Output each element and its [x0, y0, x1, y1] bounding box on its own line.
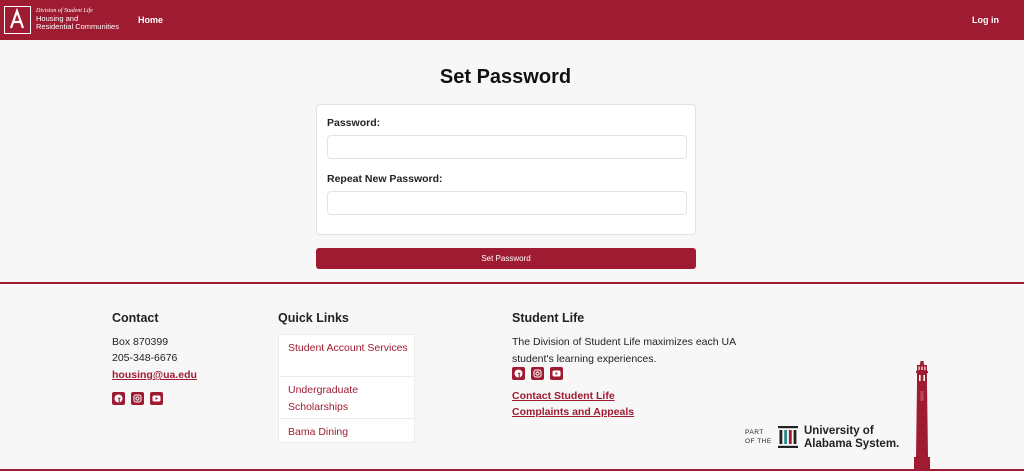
part-of-the-label [745, 428, 772, 446]
brand-line-2: Residential Communities [36, 22, 119, 31]
nav-login-link[interactable]: Log in [972, 15, 999, 25]
facebook-icon[interactable] [512, 367, 525, 380]
password-form-card [316, 104, 696, 235]
complaints-appeals-link[interactable]: Complaints and Appeals [512, 406, 635, 418]
repeat-password-label: Repeat New Password: [327, 173, 443, 185]
student-life-heading: Student Life [512, 311, 585, 325]
page-title: Set Password [439, 66, 572, 88]
youtube-icon[interactable] [150, 392, 163, 405]
university-logo-icon[interactable] [4, 6, 31, 34]
brand-text[interactable] [36, 7, 119, 31]
instagram-icon[interactable] [131, 392, 144, 405]
quick-link-student-account-services[interactable]: Student Account Services [288, 342, 408, 354]
quick-link-undergraduate-scholarships[interactable]: Undergraduate Scholarships [288, 384, 359, 413]
top-navbar [0, 0, 1024, 40]
contact-email-link[interactable]: housing@ua.edu [112, 369, 197, 381]
quick-links-heading: Quick Links [278, 311, 349, 325]
division-label: Division of Student Life [36, 8, 93, 14]
brand-line-1: Housing and [36, 14, 79, 23]
ua-system-name[interactable] [804, 425, 899, 450]
instagram-icon[interactable] [531, 367, 544, 380]
password-input[interactable] [327, 135, 687, 159]
contact-phone: 205-348-6676 [112, 352, 178, 364]
ua-system-line-1: University of [804, 425, 874, 437]
quick-link-bama-dining[interactable]: Bama Dining [288, 426, 349, 438]
facebook-icon[interactable] [112, 392, 125, 405]
nav-home-link[interactable]: Home [138, 15, 164, 25]
set-password-button[interactable]: Set Password [316, 248, 696, 269]
list-divider [279, 376, 414, 377]
footer-divider [0, 282, 1024, 284]
youtube-icon[interactable] [550, 367, 563, 380]
student-life-description: The Division of Student Life maximizes each UA student's learning experiences. [512, 336, 736, 365]
part-line-1: PART [745, 429, 764, 436]
password-label: Password: [327, 117, 381, 129]
part-line-2: OF THE [745, 438, 772, 445]
quick-links-list [278, 334, 415, 443]
contact-heading: Contact [112, 311, 159, 325]
contact-box: Box 870399 [112, 336, 169, 348]
list-divider [279, 418, 414, 419]
contact-student-life-link[interactable]: Contact Student Life [512, 390, 615, 402]
repeat-password-input[interactable] [327, 191, 687, 215]
ua-system-line-2: Alabama System. [804, 437, 900, 450]
ua-system-logo-icon [778, 426, 798, 448]
denny-chimes-tower-icon [908, 361, 936, 471]
